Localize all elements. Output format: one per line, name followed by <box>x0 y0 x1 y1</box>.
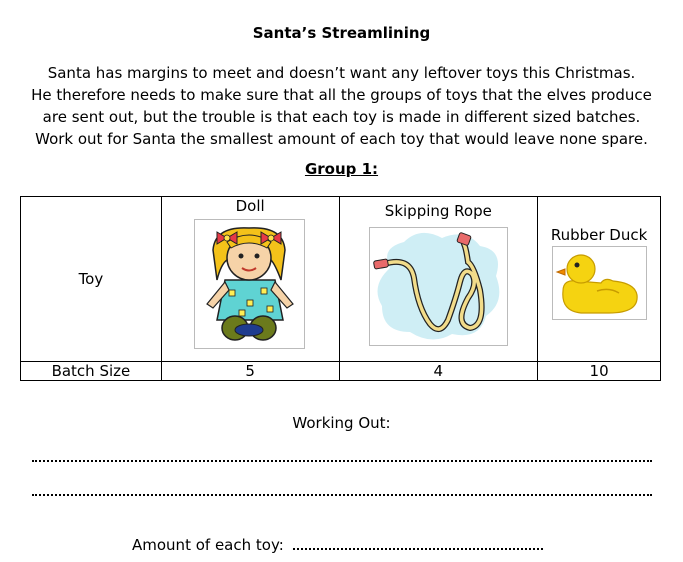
skipping-rope-icon <box>369 227 508 346</box>
working-out-label: Working Out: <box>292 414 391 432</box>
toy-row-label: Toy <box>78 270 104 288</box>
batch-size-rubber-duck: 10 <box>538 362 661 381</box>
doll-icon <box>194 219 305 349</box>
toy-cell-rubber-duck <box>538 197 661 362</box>
working-line-1[interactable] <box>32 460 652 462</box>
intro-line: Work out for Santa the smallest amount of each toy that would leave none spare. <box>35 130 648 148</box>
group-heading: Group 1: <box>304 160 379 178</box>
toy-name: Doll <box>235 197 265 215</box>
toy-row-label-cell <box>21 197 162 362</box>
toy-cell-skipping-rope <box>339 197 538 362</box>
page-title: Santa’s Streamlining <box>252 24 431 42</box>
toy-table <box>20 196 661 381</box>
toy-name: Rubber Duck <box>550 226 648 244</box>
toy-cell-doll <box>161 197 339 362</box>
intro-line: He therefore needs to make sure that all the groups of toys that the elves produce <box>31 86 652 104</box>
working-line-2[interactable] <box>32 494 652 496</box>
amount-label: Amount of each toy: <box>132 536 284 554</box>
amount-row <box>132 536 543 554</box>
amount-answer-line[interactable] <box>293 548 543 550</box>
rubber-duck-icon <box>552 246 647 320</box>
batch-size-doll: 5 <box>161 362 339 381</box>
group-heading-wrap <box>0 160 683 178</box>
intro-line: are sent out, but the trouble is that each toy is made in different sized batches. <box>42 108 641 126</box>
batch-size-skipping-rope: 4 <box>339 362 538 381</box>
toy-name: Skipping Rope <box>384 202 492 220</box>
batch-size-row <box>21 362 661 381</box>
intro-line: Santa has margins to meet and doesn’t want any leftover toys this Christmas. <box>47 64 636 82</box>
batch-row-label: Batch Size <box>51 362 131 380</box>
intro-paragraph <box>10 62 673 150</box>
batch-row-label-cell <box>21 362 162 381</box>
toy-row <box>21 197 661 362</box>
